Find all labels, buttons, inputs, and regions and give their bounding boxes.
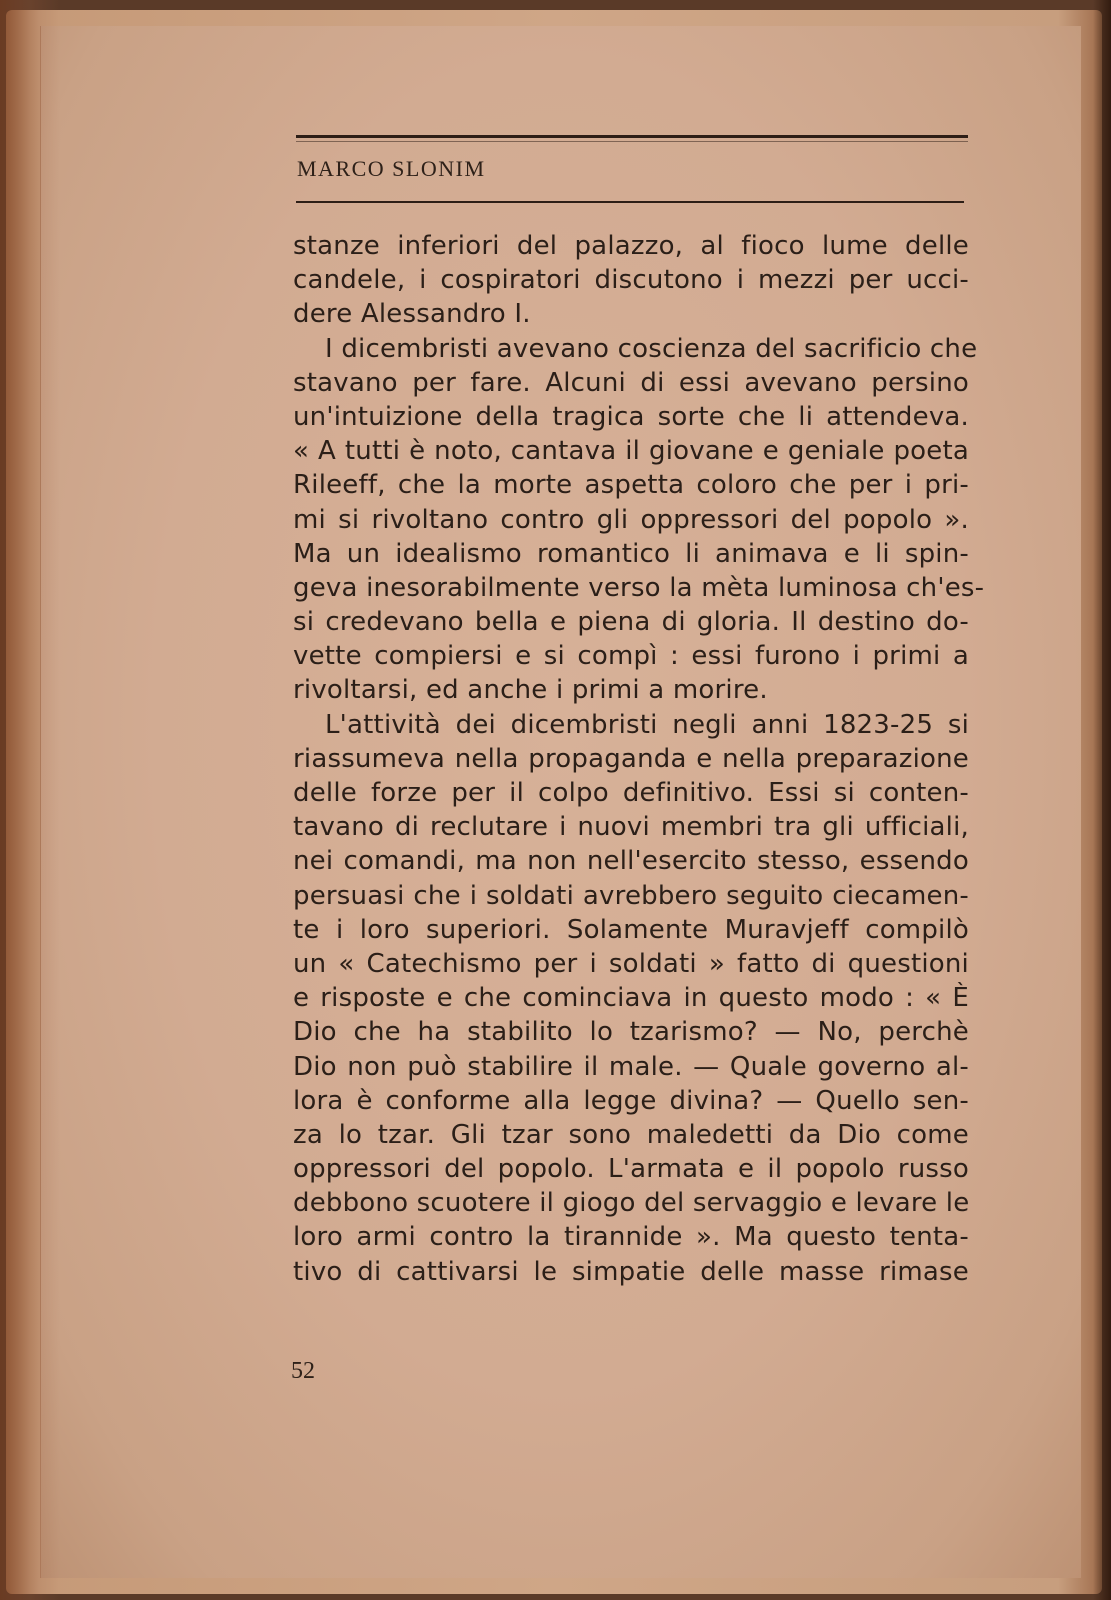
text-line: Dio non può stabilire il male. — Quale governo al- bbox=[293, 1051, 969, 1082]
text-line: za lo tzar. Gli tzar sono maledetti da Dio come bbox=[293, 1119, 969, 1150]
text-line: « A tutti è noto, cantava il giovane e geniale poeta bbox=[293, 436, 969, 467]
text-line: geva inesorabilmente verso la mèta luminosa ch'es- bbox=[293, 572, 985, 603]
text-line: mi si rivoltano contro gli oppressori del popolo ». bbox=[293, 504, 969, 535]
body-text bbox=[293, 229, 985, 1289]
text-line: vette compiersi e si compì : essi furono i primi a bbox=[293, 641, 969, 672]
text-line: tavano di reclutare i nuovi membri tra gli ufficiali, bbox=[293, 812, 969, 843]
text-line: candele, i cospiratori discutono i mezzi per ucci- bbox=[293, 265, 969, 296]
right-edge-shadow bbox=[1093, 0, 1111, 1600]
text-line: delle forze per il colpo definitivo. Essi si conten- bbox=[293, 778, 969, 808]
text-line: stavano per fare. Alcuni di essi avevano persino bbox=[293, 367, 969, 398]
text-line: rivoltarsi, ed anche i primi a morire. bbox=[293, 675, 768, 706]
text-line: loro armi contro la tirannide ». Ma questo tenta- bbox=[293, 1222, 969, 1253]
text-line: dere Alessandro I. bbox=[293, 299, 531, 330]
text-line: persuasi che i soldati avrebbero seguito ciecamen- bbox=[293, 880, 969, 911]
text-line: Rileeff, che la morte aspetta coloro che per i pri- bbox=[293, 470, 969, 501]
text-line: I dicembristi avevano coscienza del sacrificio che bbox=[325, 333, 978, 364]
text-line: stanze inferiori del palazzo, al fioco lume delle bbox=[293, 231, 969, 261]
text-line: lora è conforme alla legge divina? — Quello sen- bbox=[293, 1085, 969, 1116]
header-bottom-rule bbox=[296, 201, 964, 203]
text-line: te i loro superiori. Solamente Muravjeff compilò bbox=[293, 914, 969, 945]
text-line: si credevano bella e piena di gloria. Il destino do- bbox=[293, 607, 969, 638]
text-line: un'intuizione della tragica sorte che li attendeva. bbox=[293, 401, 969, 432]
running-head: MARCO SLONIM bbox=[297, 156, 486, 181]
text-line: Ma un idealismo romantico li animava e li spin- bbox=[293, 538, 969, 569]
text-line: riassumeva nella propaganda e nella preparazione bbox=[293, 743, 969, 774]
text-line: tivo di cattivarsi le simpatie delle masse rimase bbox=[293, 1256, 969, 1287]
header-top-rule bbox=[296, 135, 968, 138]
text-line: e risposte e che cominciava in questo modo : « È bbox=[293, 983, 969, 1014]
text-line: Dio che ha stabilito lo tzarismo? — No, perchè bbox=[293, 1017, 969, 1048]
page-number: 52 bbox=[291, 1358, 315, 1384]
binding-shadow bbox=[0, 0, 60, 1600]
text-line: oppressori del popolo. L'armata e il popolo russo bbox=[293, 1154, 969, 1185]
text-line: debbono scuotere il giogo del servaggio e levare le bbox=[293, 1188, 970, 1219]
text-line: nei comandi, ma non nell'esercito stesso, essendo bbox=[293, 846, 969, 877]
text-line: L'attività dei dicembristi negli anni 1823-25 si bbox=[325, 709, 969, 740]
header-top-hairline bbox=[296, 141, 968, 142]
text-line: un « Catechismo per i soldati » fatto di questioni bbox=[293, 948, 969, 979]
